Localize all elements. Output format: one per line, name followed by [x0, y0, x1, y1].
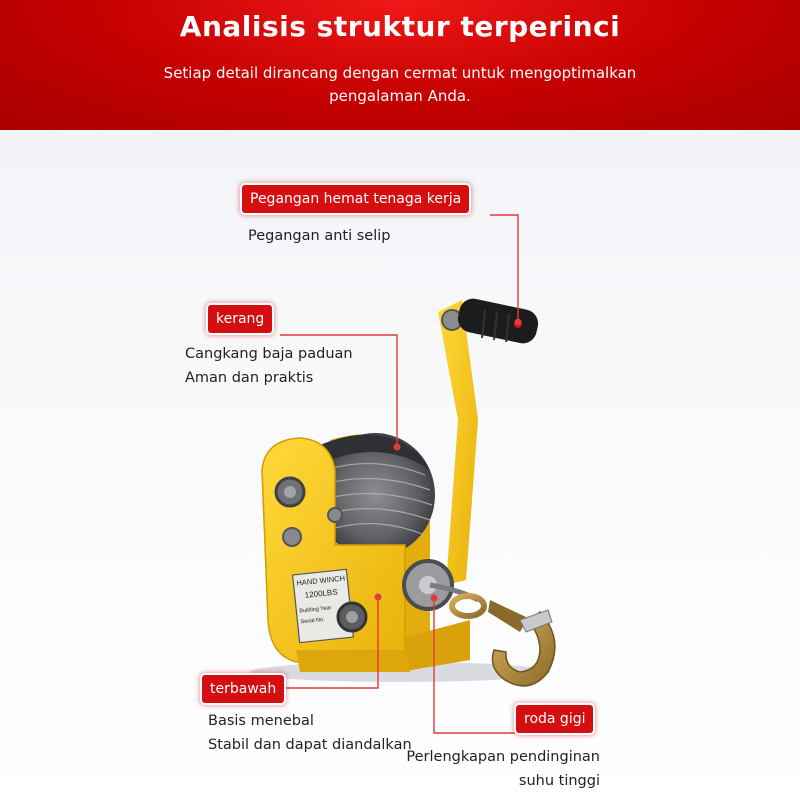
crank-arm [438, 300, 478, 585]
subtitle-line-2: pengalaman Anda. [329, 87, 471, 105]
shell-desc-line-2: Aman dan praktis [185, 370, 314, 386]
side-bolt [283, 528, 301, 546]
base-lip [296, 650, 410, 672]
plate-text-2: 1200LBS [304, 587, 338, 600]
plate-text-3: Building Year [299, 605, 332, 615]
base-desc-line-2: Stabil dan dapat diandalkan [208, 737, 412, 753]
callout-tag-handle: Pegangan hemat tenaga kerja [242, 185, 469, 213]
callout-tag-shell: kerang [208, 305, 272, 333]
base-desc-line-1: Basis menebal [208, 713, 314, 729]
plate-text-1: HAND WINCH [295, 573, 346, 588]
callout-desc-gear [400, 745, 600, 793]
callout-desc-handle [248, 224, 390, 248]
subtitle-line-1: Setiap detail dirancang dengan cermat untuk mengoptimalkan [163, 64, 637, 82]
callout-tag-gear: roda gigi [516, 705, 593, 733]
handle-grip [455, 296, 540, 346]
callout-desc-base [208, 709, 412, 757]
callout-desc-shell [185, 342, 353, 390]
nut [328, 508, 342, 522]
shell-desc-line-1: Cangkang baja paduan [185, 346, 353, 362]
page-title: Analisis struktur terperinci [179, 10, 621, 43]
plate-text-4: Serial No. [300, 616, 325, 626]
callout-tag-base: terbawah [202, 675, 284, 703]
gear-desc-line-2: suhu tinggi [518, 773, 600, 789]
handle-desc-line-1: Pegangan anti selip [248, 228, 391, 244]
gear-desc-line-1: Perlengkapan pendinginan [406, 749, 600, 765]
